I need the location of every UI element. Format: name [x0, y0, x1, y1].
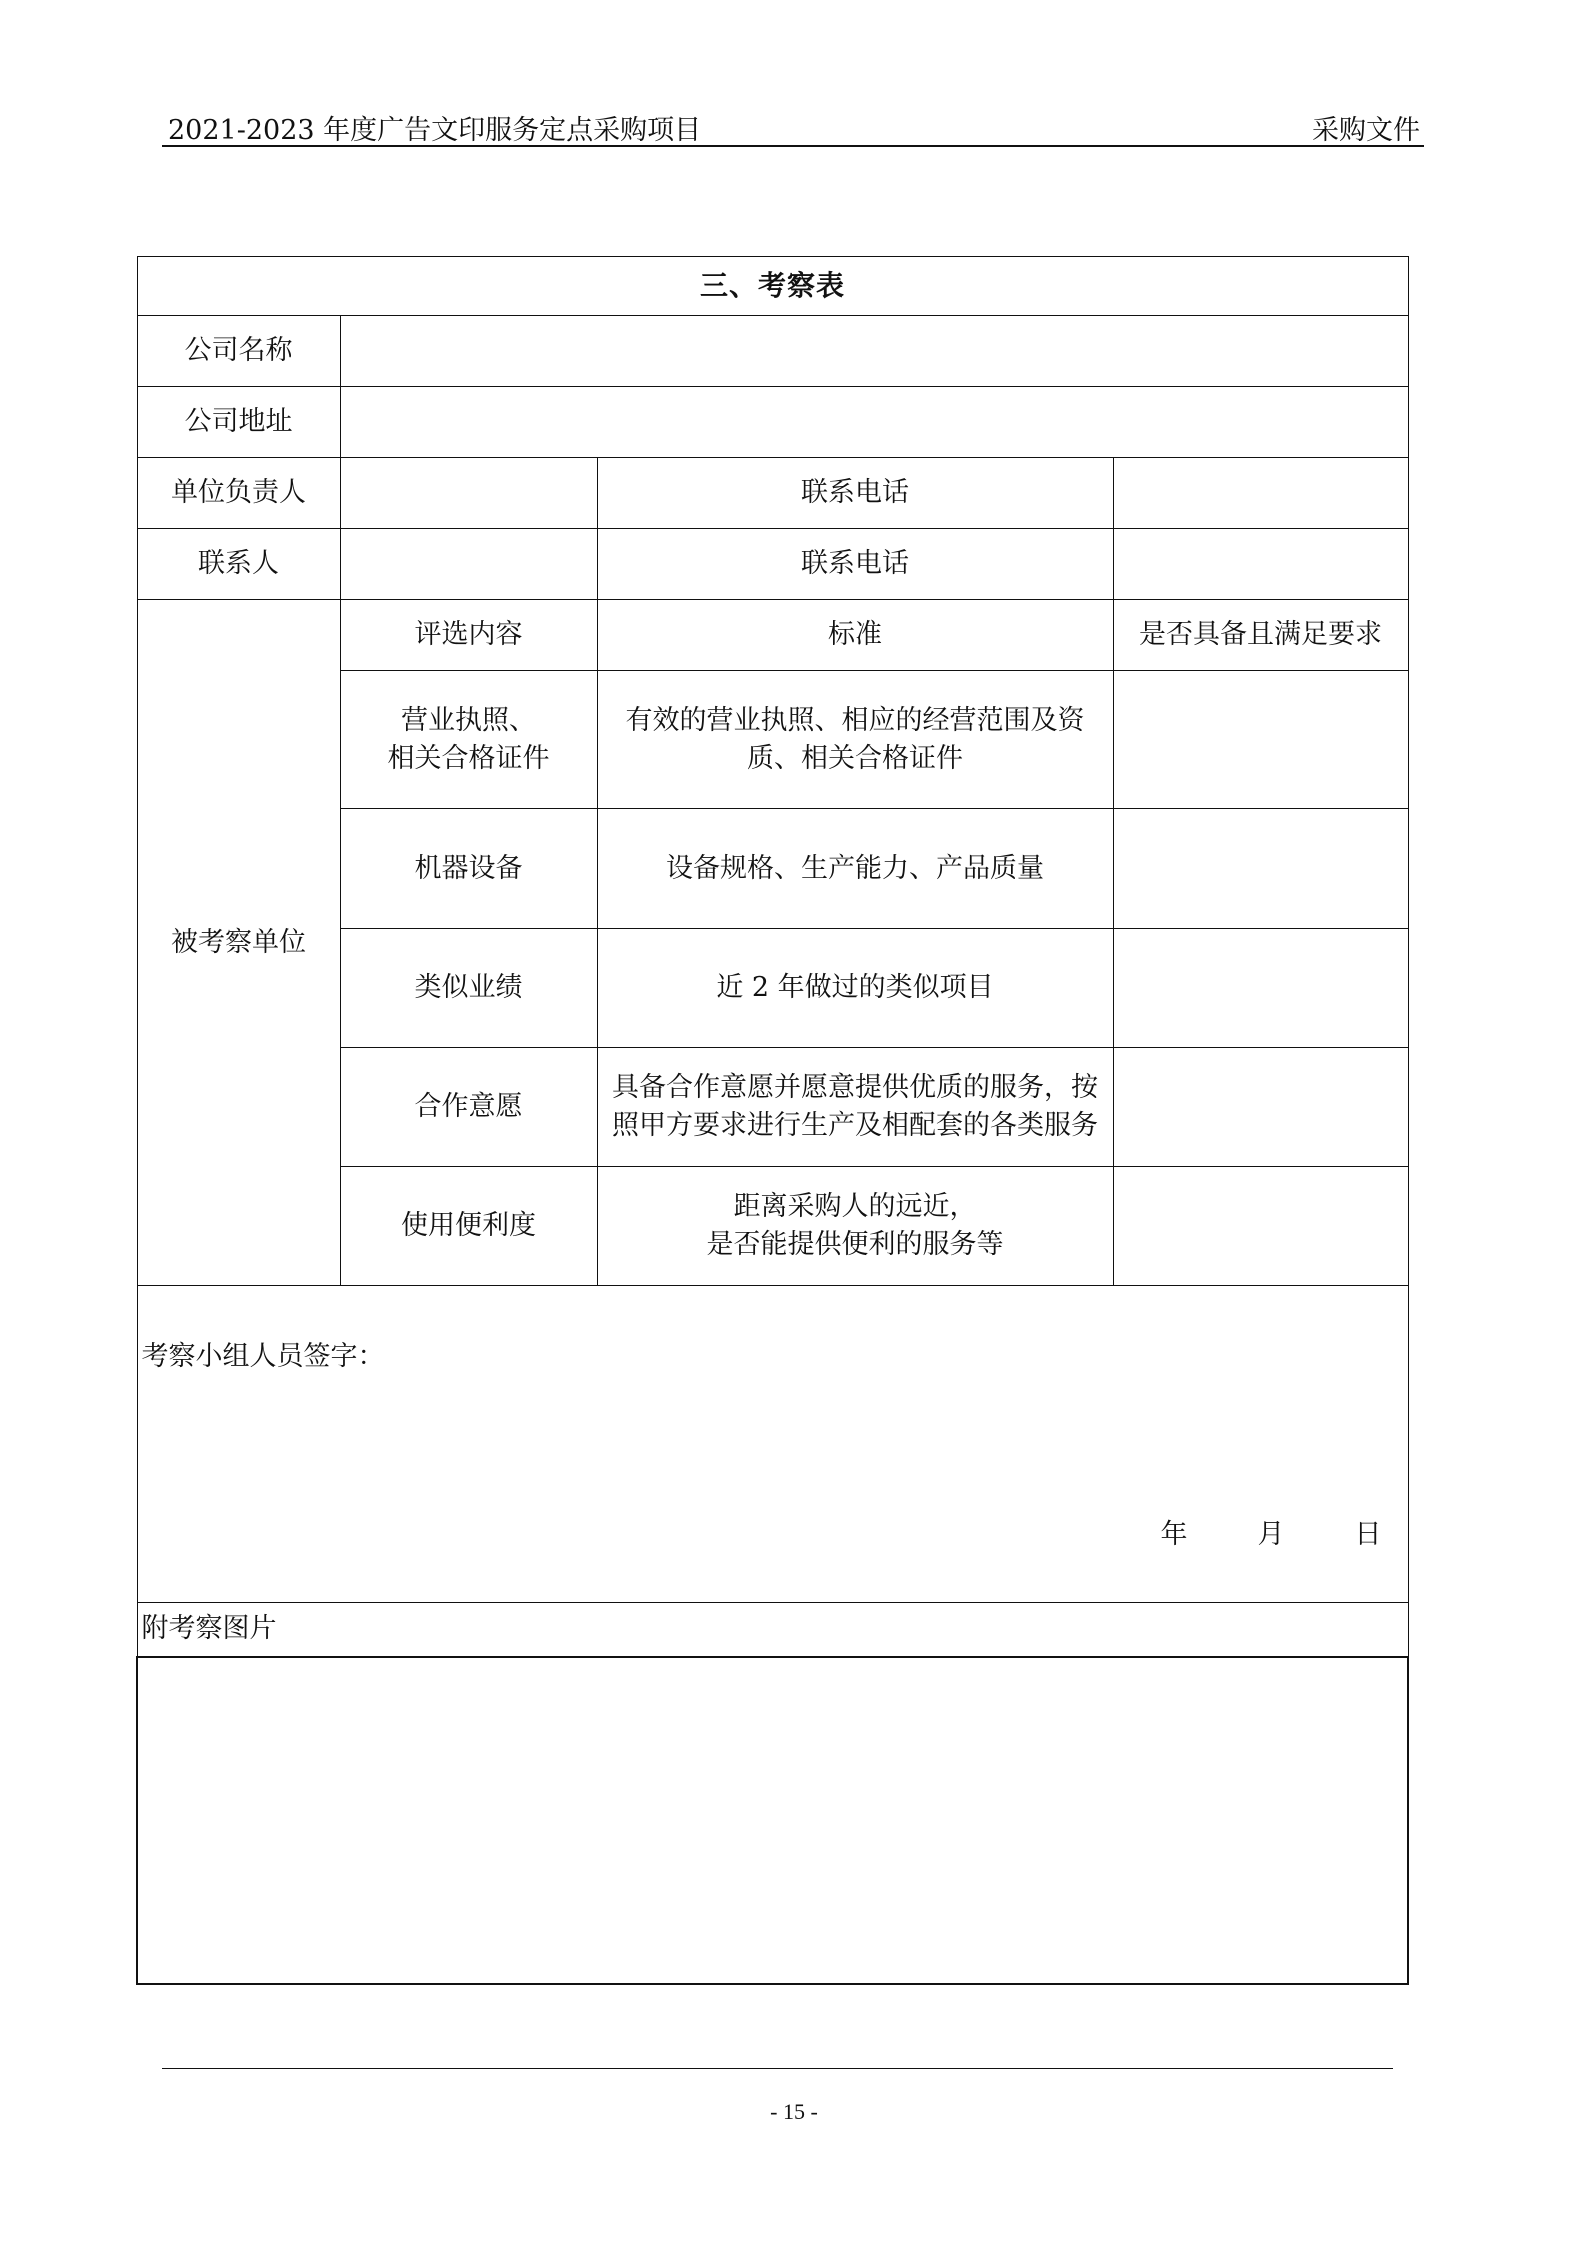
- criteria-content: [340, 671, 597, 809]
- date-year-label: 年: [1160, 1519, 1188, 1550]
- inspected-unit-label: 被考察单位: [137, 600, 340, 1286]
- criteria-content: [340, 1167, 597, 1286]
- criteria-standard-line: 质、相关合格证件: [747, 742, 963, 774]
- company-address-label: 公司地址: [137, 387, 340, 458]
- criteria-standard: [597, 1048, 1113, 1167]
- phone-label: 联系电话: [597, 529, 1113, 600]
- criteria-content: [340, 809, 597, 929]
- contact-person-field[interactable]: [340, 529, 597, 600]
- unit-head-field[interactable]: [340, 458, 597, 529]
- criteria-content-line: 合作意愿: [414, 1091, 523, 1123]
- page-number: - 15 -: [770, 2099, 818, 2124]
- column-header-standard: 标准: [597, 600, 1113, 671]
- criteria-standard-line: 距离采购人的远近，: [733, 1191, 977, 1223]
- criteria-standard-line: 设备规格、生产能力、产品质量: [666, 852, 1044, 884]
- signature-date: [1161, 1516, 1382, 1554]
- criteria-content-line: 机器设备: [414, 852, 523, 884]
- company-name-label: 公司名称: [137, 316, 340, 387]
- footer-divider: [162, 2068, 1393, 2069]
- form-title: 三、考察表: [137, 257, 1408, 316]
- signature-label: 考察小组人员签字：: [141, 1341, 385, 1372]
- criteria-meets-field[interactable]: [1113, 929, 1408, 1048]
- criteria-standard-line: 近 2 年做过的类似项目: [716, 972, 994, 1004]
- criteria-content-line: 营业执照、: [401, 704, 536, 736]
- signature-section[interactable]: [137, 1286, 1408, 1603]
- contact-phone-field[interactable]: [1113, 529, 1408, 600]
- criteria-content: [340, 1048, 597, 1167]
- criteria-meets-field[interactable]: [1113, 809, 1408, 929]
- criteria-standard: [597, 809, 1113, 929]
- company-address-field[interactable]: [340, 387, 1408, 458]
- criteria-content-line: 相关合格证件: [387, 742, 550, 774]
- criteria-standard: [597, 671, 1113, 809]
- criteria-standard-line: 照甲方要求进行生产及相配套的各类服务: [612, 1110, 1098, 1141]
- document-header-type: 采购文件: [1312, 115, 1420, 146]
- criteria-meets-field[interactable]: [1113, 1167, 1408, 1286]
- unit-head-phone-field[interactable]: [1113, 458, 1408, 529]
- criteria-content-line: 使用便利度: [401, 1210, 536, 1242]
- criteria-content-line: 类似业绩: [414, 972, 523, 1004]
- unit-head-label: 单位负责人: [137, 458, 340, 529]
- column-header-meets: 是否具备且满足要求: [1113, 600, 1408, 671]
- document-header-title: 2021-2023 年度广告文印服务定点采购项目: [168, 115, 702, 146]
- criteria-standard: [597, 1167, 1113, 1286]
- criteria-standard: [597, 929, 1113, 1048]
- photo-attachment-area[interactable]: [137, 1657, 1408, 1984]
- criteria-standard-line: 是否能提供便利的服务等: [706, 1229, 1004, 1260]
- contact-person-label: 联系人: [137, 529, 340, 600]
- date-month-label: 月: [1257, 1519, 1285, 1550]
- criteria-meets-field[interactable]: [1113, 671, 1408, 809]
- criteria-meets-field[interactable]: [1113, 1048, 1408, 1167]
- photo-section-label: 附考察图片: [137, 1603, 1408, 1657]
- phone-label: 联系电话: [597, 458, 1113, 529]
- criteria-standard-line: 有效的营业执照、相应的经营范围及资: [625, 704, 1085, 736]
- inspection-form-table: [136, 256, 1409, 1985]
- header-divider: [162, 145, 1424, 147]
- column-header-content: 评选内容: [340, 600, 597, 671]
- company-name-field[interactable]: [340, 316, 1408, 387]
- date-day-label: 日: [1354, 1519, 1382, 1550]
- criteria-content: [340, 929, 597, 1048]
- criteria-standard-line: 具备合作意愿并愿意提供优质的服务，按: [612, 1072, 1098, 1104]
